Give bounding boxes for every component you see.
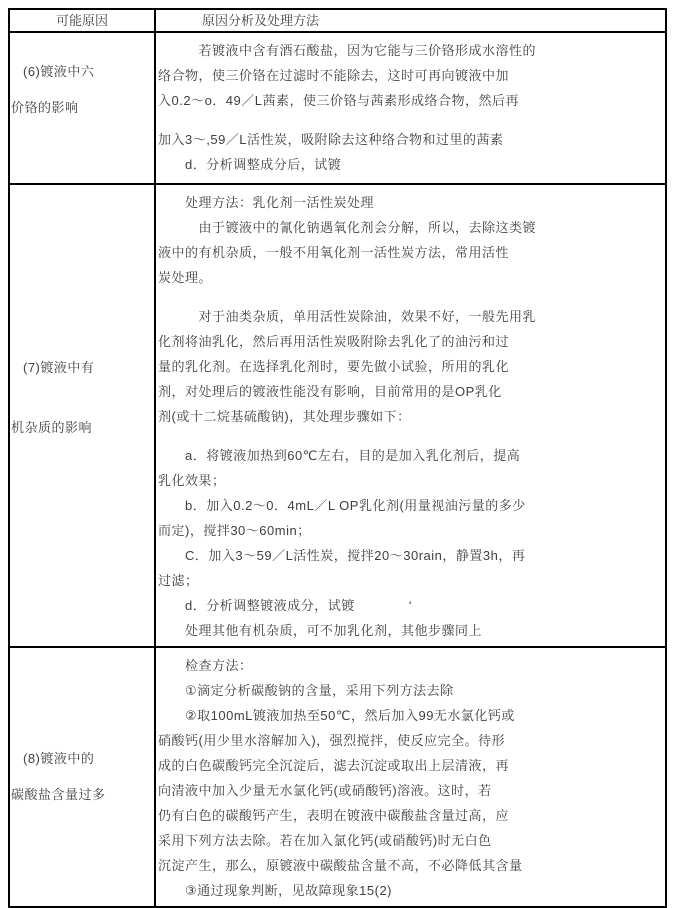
table-header-row — [10, 10, 665, 31]
analysis-line: 络合物，使三价铬在过滤时不能除去，这时可再向镀液中加 — [158, 68, 510, 83]
table-row — [10, 646, 665, 906]
analysis-line: 炭处理。 — [158, 270, 213, 285]
header-analysis-method: 原因分析及处理方法 — [202, 13, 320, 28]
cause-label-line2: 价铬的影响 — [11, 100, 79, 115]
analysis-line: 化剂将油乳化，然后再用活性炭吸附除去乳化了的油污和过 — [158, 334, 510, 349]
analysis-line — [158, 429, 661, 443]
analysis-line — [158, 290, 661, 304]
analysis-line: C．加入3～59／L活性炭，搅拌20～30rain，静置3h，再 — [158, 548, 526, 563]
analysis-line: 加入3～,59／L活性炭，吸附除去这种络合物和过里的茜素 — [158, 132, 504, 147]
analysis-cell — [156, 648, 665, 906]
analysis-line: ③通过现象判断，见故障现象15(2) — [158, 883, 393, 898]
analysis-line: 乳化效果； — [158, 473, 226, 488]
cause-label-line1: (7)镀液中有 — [23, 359, 95, 375]
cause-cell — [10, 648, 156, 906]
table-row — [10, 31, 665, 183]
cause-label-line2: 机杂质的影响 — [11, 419, 93, 435]
analysis-line: 剂，对处理后的镀液性能没有影响，目前常用的是OP乳化 — [158, 384, 502, 399]
analysis-line: 液中的有机杂质，一般不用氧化剂一活性炭方法，常用活性 — [158, 245, 510, 260]
analysis-line: 由于镀液中的氰化钠遇氧化剂会分解，所以，去除这类镀 — [158, 220, 537, 235]
analysis-line: a．将镀液加热到60℃左右，目的是加入乳化剂后，提高 — [158, 448, 521, 463]
table-row — [10, 183, 665, 646]
cause-cell — [10, 185, 156, 646]
analysis-line: d．分析调整镀液成分，试镀 ‘ — [158, 598, 413, 613]
cause-cell — [10, 33, 156, 183]
cause-label-line2: 碳酸盐含量过多 — [11, 787, 106, 802]
analysis-line: 对于油类杂质，单用活性炭除油，效果不好，一般先用乳 — [158, 309, 537, 324]
analysis-line: 量的乳化剂。在选择乳化剂时，要先做小试验，所用的乳化 — [158, 359, 510, 374]
fault-analysis-table — [8, 8, 667, 908]
analysis-line: 成的白色碳酸钙完全沉淀后，滤去沉淀或取出上层清液，再 — [158, 758, 510, 773]
cause-label-line1: (6)镀液中六 — [23, 64, 95, 79]
header-possible-cause: 可能原因 — [10, 10, 156, 31]
analysis-line: ②取100mL镀液加热至50℃，然后加入99无水氯化钙或 — [158, 708, 515, 723]
analysis-cell — [156, 33, 665, 183]
analysis-line: d．分析调整成分后，试镀 — [158, 157, 342, 172]
analysis-line: 检查方法： — [158, 658, 253, 673]
analysis-line: 剂(或十二烷基硫酸钠)，其处理步骤如下： — [158, 409, 411, 424]
analysis-line: 入0.2～o．49／L茜素，使三价铬与茜素形成络合物，然后再 — [158, 93, 519, 108]
analysis-cell — [156, 185, 665, 646]
analysis-line: 仍有白色的碳酸钙产生，表明在镀液中碳酸盐含量过高，应 — [158, 808, 510, 823]
analysis-line — [158, 113, 661, 127]
analysis-line: 若镀液中含有酒石酸盐，因为它能与三价铬形成水溶性的 — [158, 43, 537, 58]
cause-label-line1: (8)镀液中的 — [23, 751, 95, 766]
analysis-line: 采用下列方法去除。若在加入氯化钙(或硝酸钙)时无白色 — [158, 833, 492, 848]
analysis-line: 处理其他有机杂质，可不加乳化剂，其他步骤同上 — [158, 623, 483, 638]
analysis-line: 处理方法：乳化剂一活性炭处理 — [158, 195, 375, 210]
analysis-line: ①滴定分析碳酸钠的含量，采用下列方法去除 — [158, 683, 454, 698]
analysis-line: 过滤； — [158, 573, 199, 588]
analysis-line: 沉淀产生，那么，原镀液中碳酸盐含量不高，不必降低其含量 — [158, 858, 523, 873]
analysis-line: 向清液中加入少量无水氯化钙(或硝酸钙)溶液。这时，若 — [158, 783, 492, 798]
analysis-line: 硝酸钙(用少里水溶解加入)，强烈搅拌，使反应完全。待形 — [158, 733, 506, 748]
analysis-line: b．加入0.2～0．4mL／L OP乳化剂(用量视油污量的多少 — [158, 498, 526, 513]
analysis-line: 而定)，搅拌30～60min； — [158, 523, 311, 538]
